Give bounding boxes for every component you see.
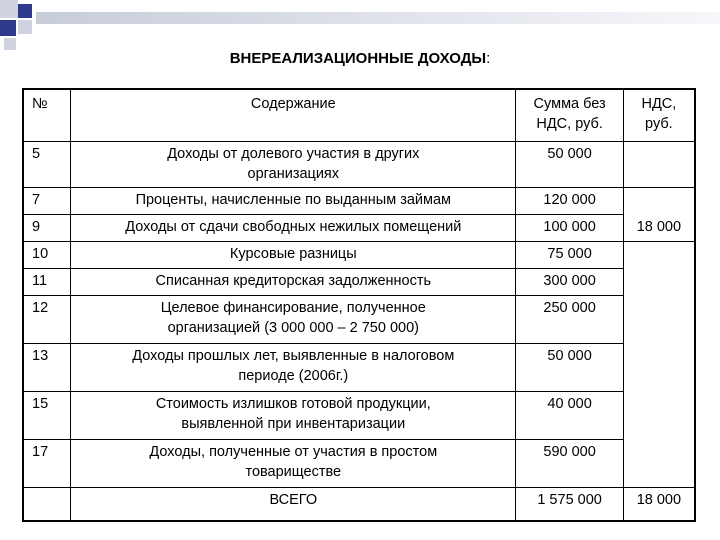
table-header-row [23, 89, 695, 141]
header-content: Содержание [71, 89, 516, 141]
table-row: 17 Доходы, полученные от участия в простом товариществе 590 000 [23, 439, 695, 487]
table-row: 12 Целевое финансирование, полученное организацией (3 000 000 – 2 750 000) 250 000 [23, 295, 695, 343]
total-sum: 1 575 000 [516, 487, 623, 521]
revenue-table [22, 88, 696, 522]
vat-value: 18 000 [623, 187, 695, 241]
table-row: 7 Проценты, начисленные по выданным займам 120 000 18 000 [23, 187, 695, 214]
decor-square-5 [4, 38, 16, 50]
total-vat: 18 000 [623, 487, 695, 521]
total-row [23, 487, 695, 521]
table-row: 5 Доходы от долевого участия в других организациях 50 000 [23, 141, 695, 187]
page-title: ВНЕРЕАЛИЗАЦИОННЫЕ ДОХОДЫ: [229, 50, 491, 67]
decor-square-2 [18, 4, 32, 18]
header-num: № [23, 89, 71, 141]
table-row: 15 Стоимость излишков готовой продукции, выявленной при инвентаризации 40 000 [23, 391, 695, 439]
table-row: 13 Доходы прошлых лет, выявленные в налоговом периоде (2006г.) 50 000 [23, 343, 695, 391]
decor-square-4 [18, 20, 32, 34]
decor-square-3 [0, 20, 16, 36]
header-vat: НДС, руб. [623, 89, 695, 141]
table-row: 10 Курсовые разницы 75 000 [23, 241, 695, 268]
header-sum: Сумма без НДС, руб. [516, 89, 623, 141]
decor-square-1 [0, 0, 18, 18]
table-row: 11 Списанная кредиторская задолженность 300 000 [23, 268, 695, 295]
decor-bar [36, 12, 720, 24]
table-row: 9 Доходы от сдачи свободных нежилых помещений 100 000 [23, 214, 695, 241]
total-label: ВСЕГО [71, 487, 516, 521]
